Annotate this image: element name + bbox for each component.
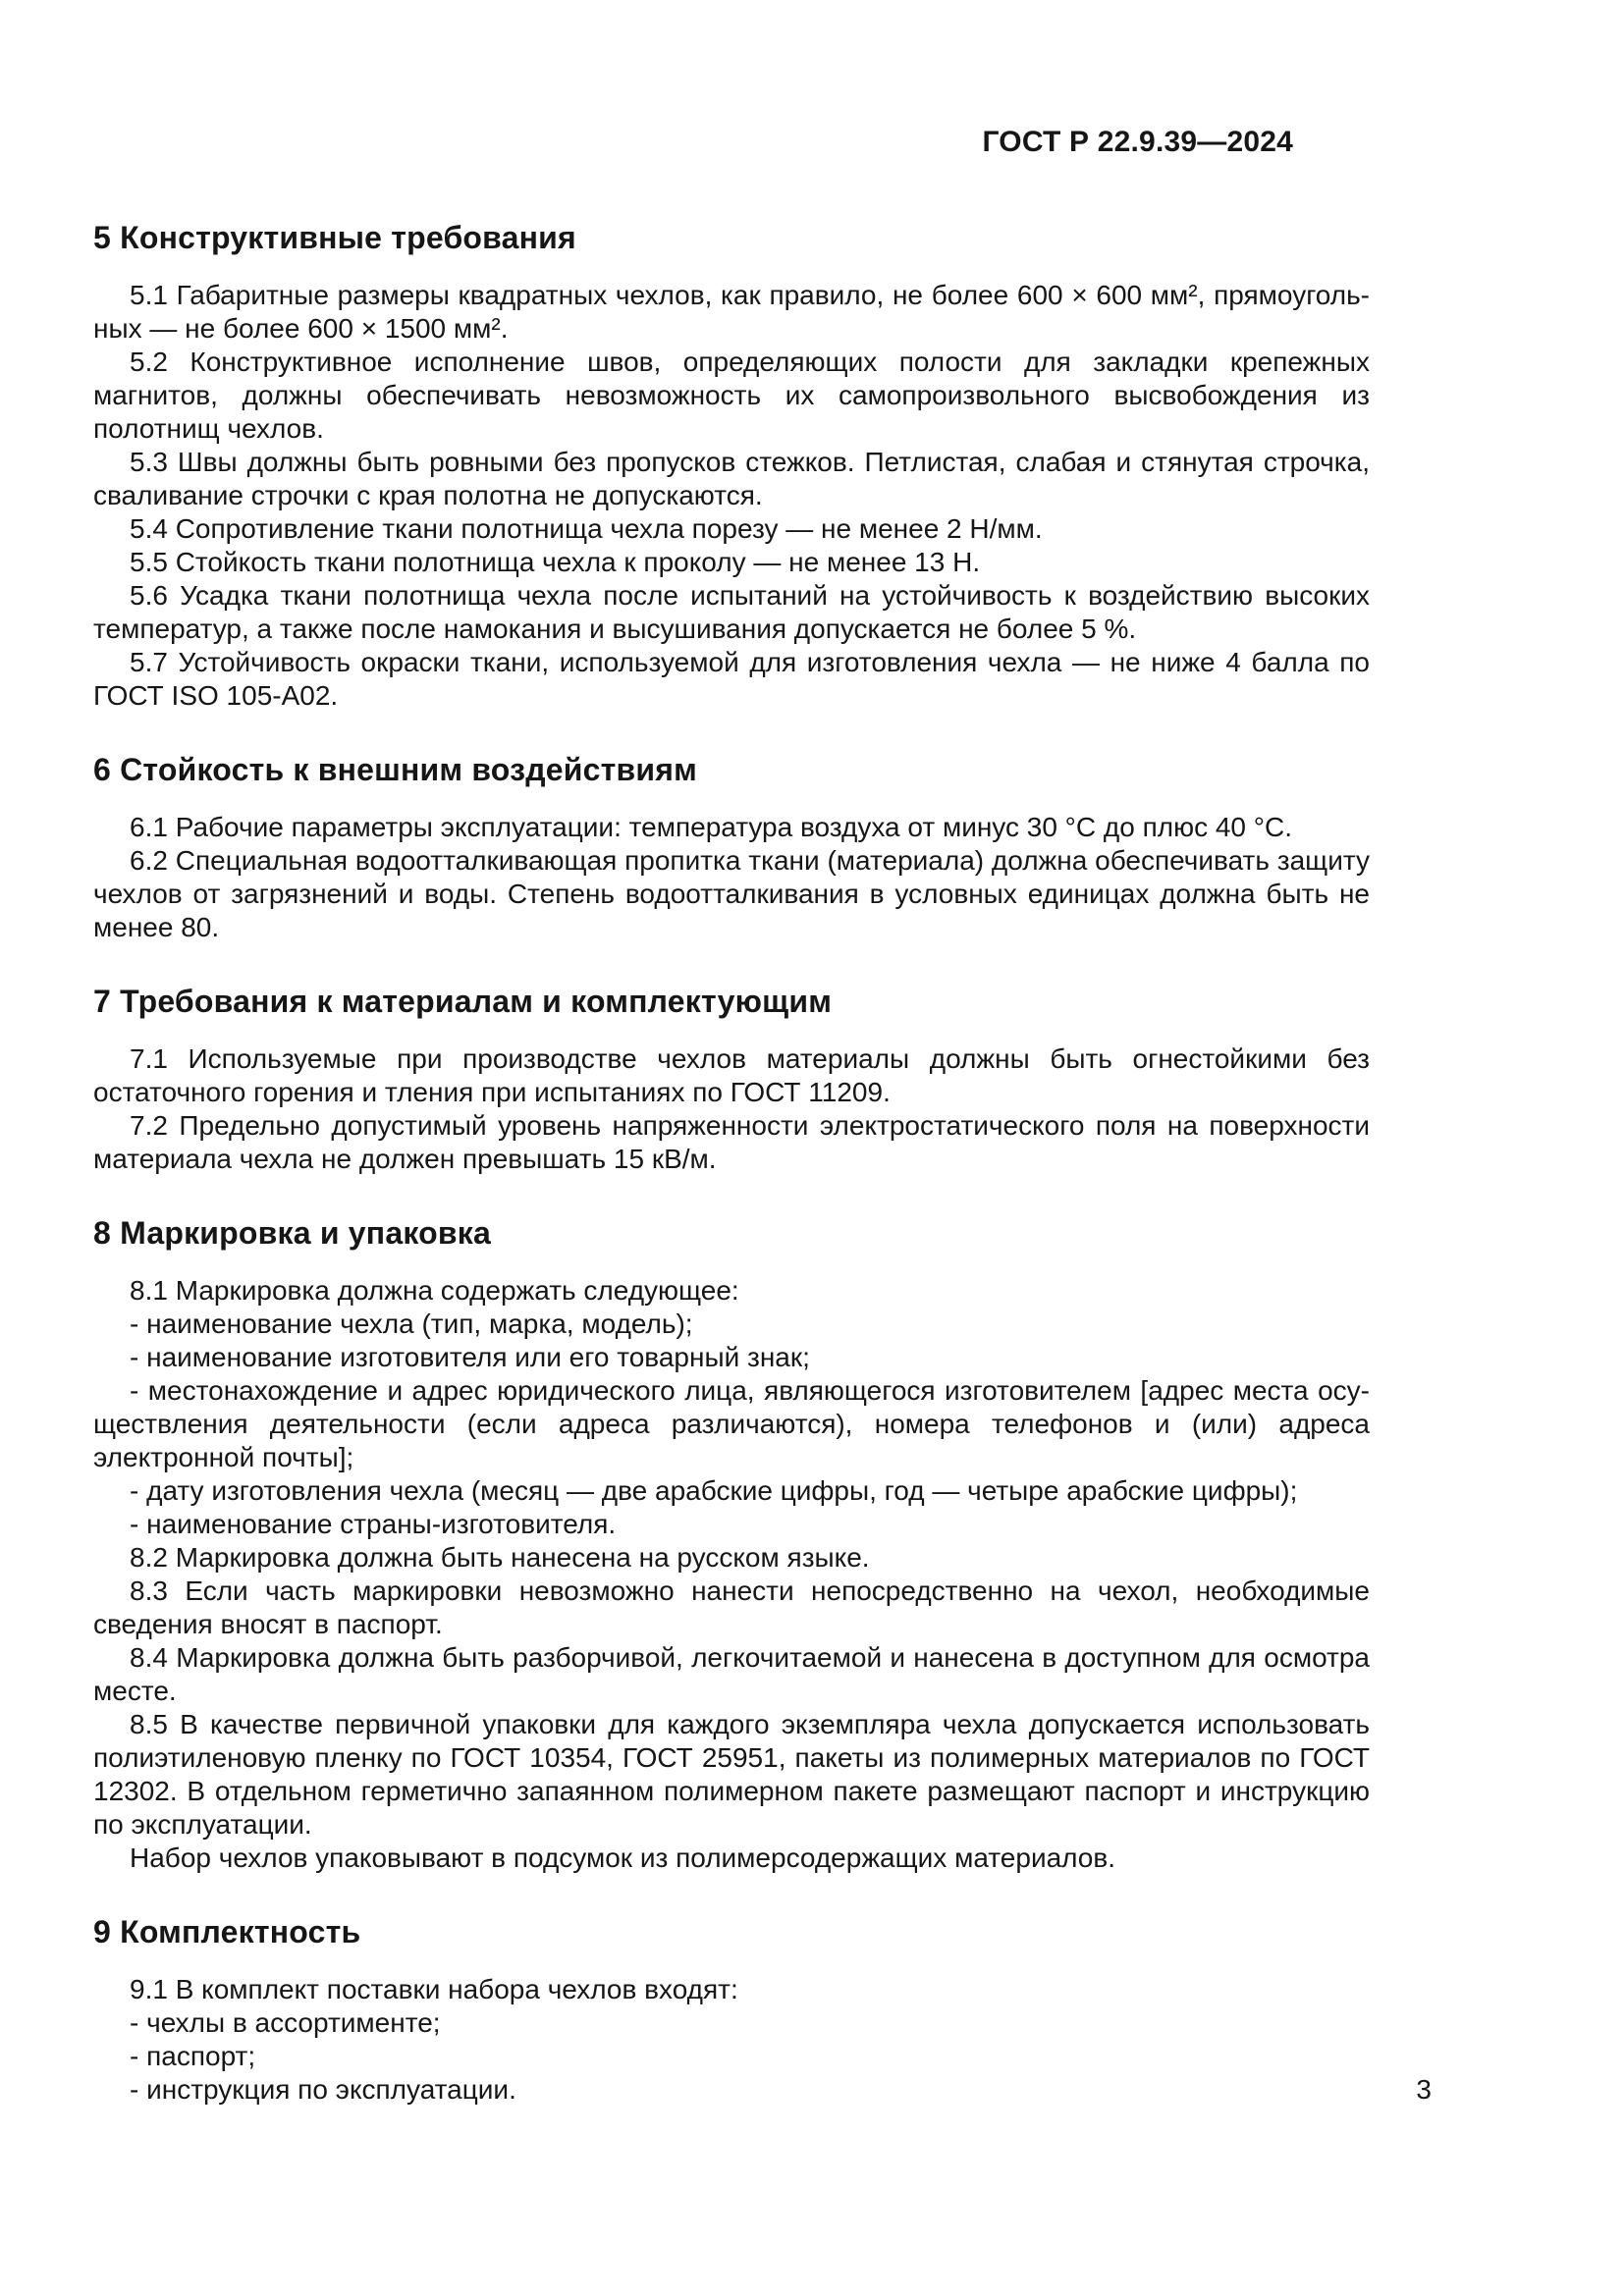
clause-6-1: 6.1 Рабочие параметры эксплуатации: температура воздуха от минус 30 °С до плюс 40 °С. bbox=[130, 812, 1292, 842]
clause-5-4: 5.4 Сопротивление ткани полотнища чехла порезу — не менее 2 Н/мм. bbox=[130, 513, 1043, 544]
clause-5-1: 5.1 Габаритные размеры квадратных чехлов, как правило, не более 600 × 600 мм², прямоугольных — не более 600 × 1500 мм². bbox=[93, 280, 1370, 344]
list-item-kit-passport: - паспорт; bbox=[130, 2041, 256, 2071]
list-item-marking-date: - дату изготовления чехла (месяц — две арабские цифры, год — четыре арабские цифры); bbox=[130, 1475, 1298, 1506]
page-number: 3 bbox=[1416, 2074, 1432, 2105]
clause-9-1: 9.1 В комплект поставки набора чехлов входят: bbox=[130, 1974, 738, 2004]
clause-6-2: 6.2 Специальная водоотталкивающая пропитка ткани (материала) должна обеспечивать защиту чехлов от загрязнений и воды. Степень водоотталкивания в условных единицах должна быть не менее 80. bbox=[93, 845, 1370, 942]
clause-7-1: 7.1 Используемые при производстве чехлов материалы должны быть огнестойкими без остаточного горения и тления при испытаниях по ГОСТ 11209. bbox=[93, 1043, 1370, 1107]
clause-8-3: 8.3 Если часть маркировки невозможно нанести непосредственно на чехол, необходимые сведения вносят в паспорт. bbox=[93, 1575, 1370, 1639]
list-item-marking-name: - наименование чехла (тип, марка, модель); bbox=[130, 1308, 693, 1339]
section-5-heading: 5 Конструктивные требования bbox=[93, 220, 576, 255]
clause-5-7: 5.7 Устойчивость окраски ткани, используемой для изготовления чехла — не ниже 4 балла по ГОСТ ISO 105-А02. bbox=[93, 647, 1370, 711]
clause-8-5: 8.5 В качестве первичной упаковки для каждого экземпляра чехла допускается использовать полиэтиленовую пленку по ГОСТ 10354, ГОСТ 25951, пакеты из полимерных материалов по ГОСТ 12302. В отдельном герметично запаянном полимерном пакете размещают паспорт и инструкцию по эксплуатации. bbox=[93, 1709, 1370, 1840]
clause-5-5: 5.5 Стойкость ткани полотнища чехла к проколу — не менее 13 Н. bbox=[130, 547, 981, 577]
section-8-heading: 8 Маркировка и упаковка bbox=[93, 1215, 491, 1251]
list-item-marking-manufacturer: - наименование изготовителя или его товарный знак; bbox=[130, 1342, 810, 1372]
section-7-heading: 7 Требования к материалам и комплектующим bbox=[93, 984, 833, 1019]
list-item-kit-manual: - инструкция по эксплуатации. bbox=[130, 2074, 516, 2105]
list-item-marking-address: - местонахождение и адрес юридического лица, являющегося изготовителем [адрес места осуществления деятельности (если адреса различаются), номера телефонов и (или) адреса электронной почты]; bbox=[93, 1375, 1370, 1472]
clause-8-4: 8.4 Маркировка должна быть разборчивой, легкочитаемой и нанесена в доступном для осмотра месте. bbox=[93, 1642, 1370, 1706]
clause-5-2: 5.2 Конструктивное исполнение швов, определяющих полости для закладки крепежных магнитов, должны обеспечивать невозможность их самопроизвольного высвобождения из полотнищ чехлов. bbox=[93, 347, 1370, 444]
clause-5-6: 5.6 Усадка ткани полотнища чехла после испытаний на устойчивость к воздействию высоких температур, а также после намокания и высушивания допускается не более 5 %. bbox=[93, 580, 1370, 644]
doc-designation: ГОСТ Р 22.9.39—2024 bbox=[982, 126, 1293, 158]
clause-5-3: 5.3 Швы должны быть ровными без пропусков стежков. Петлистая, слабая и стянутая строчка, сваливание строчки с края полотна не допускаются. bbox=[93, 447, 1370, 510]
clause-8-1: 8.1 Маркировка должна содержать следующее: bbox=[130, 1275, 739, 1306]
section-9-heading: 9 Комплектность bbox=[93, 1914, 361, 1949]
list-item-marking-country: - наименование страны-изготовителя. bbox=[130, 1509, 617, 1539]
clause-7-2: 7.2 Предельно допустимый уровень напряженности электростатического поля на поверхности материала чехла не должен превышать 15 кВ/м. bbox=[93, 1110, 1370, 1174]
list-item-kit-covers: - чехлы в ассортименте; bbox=[130, 2007, 441, 2038]
clause-8-5-note: Набор чехлов упаковывают в подсумок из полимерсодержащих материалов. bbox=[130, 1842, 1116, 1873]
clause-8-2: 8.2 Маркировка должна быть нанесена на русском языке. bbox=[130, 1542, 870, 1573]
section-6-heading: 6 Стойкость к внешним воздействиям bbox=[93, 752, 697, 787]
